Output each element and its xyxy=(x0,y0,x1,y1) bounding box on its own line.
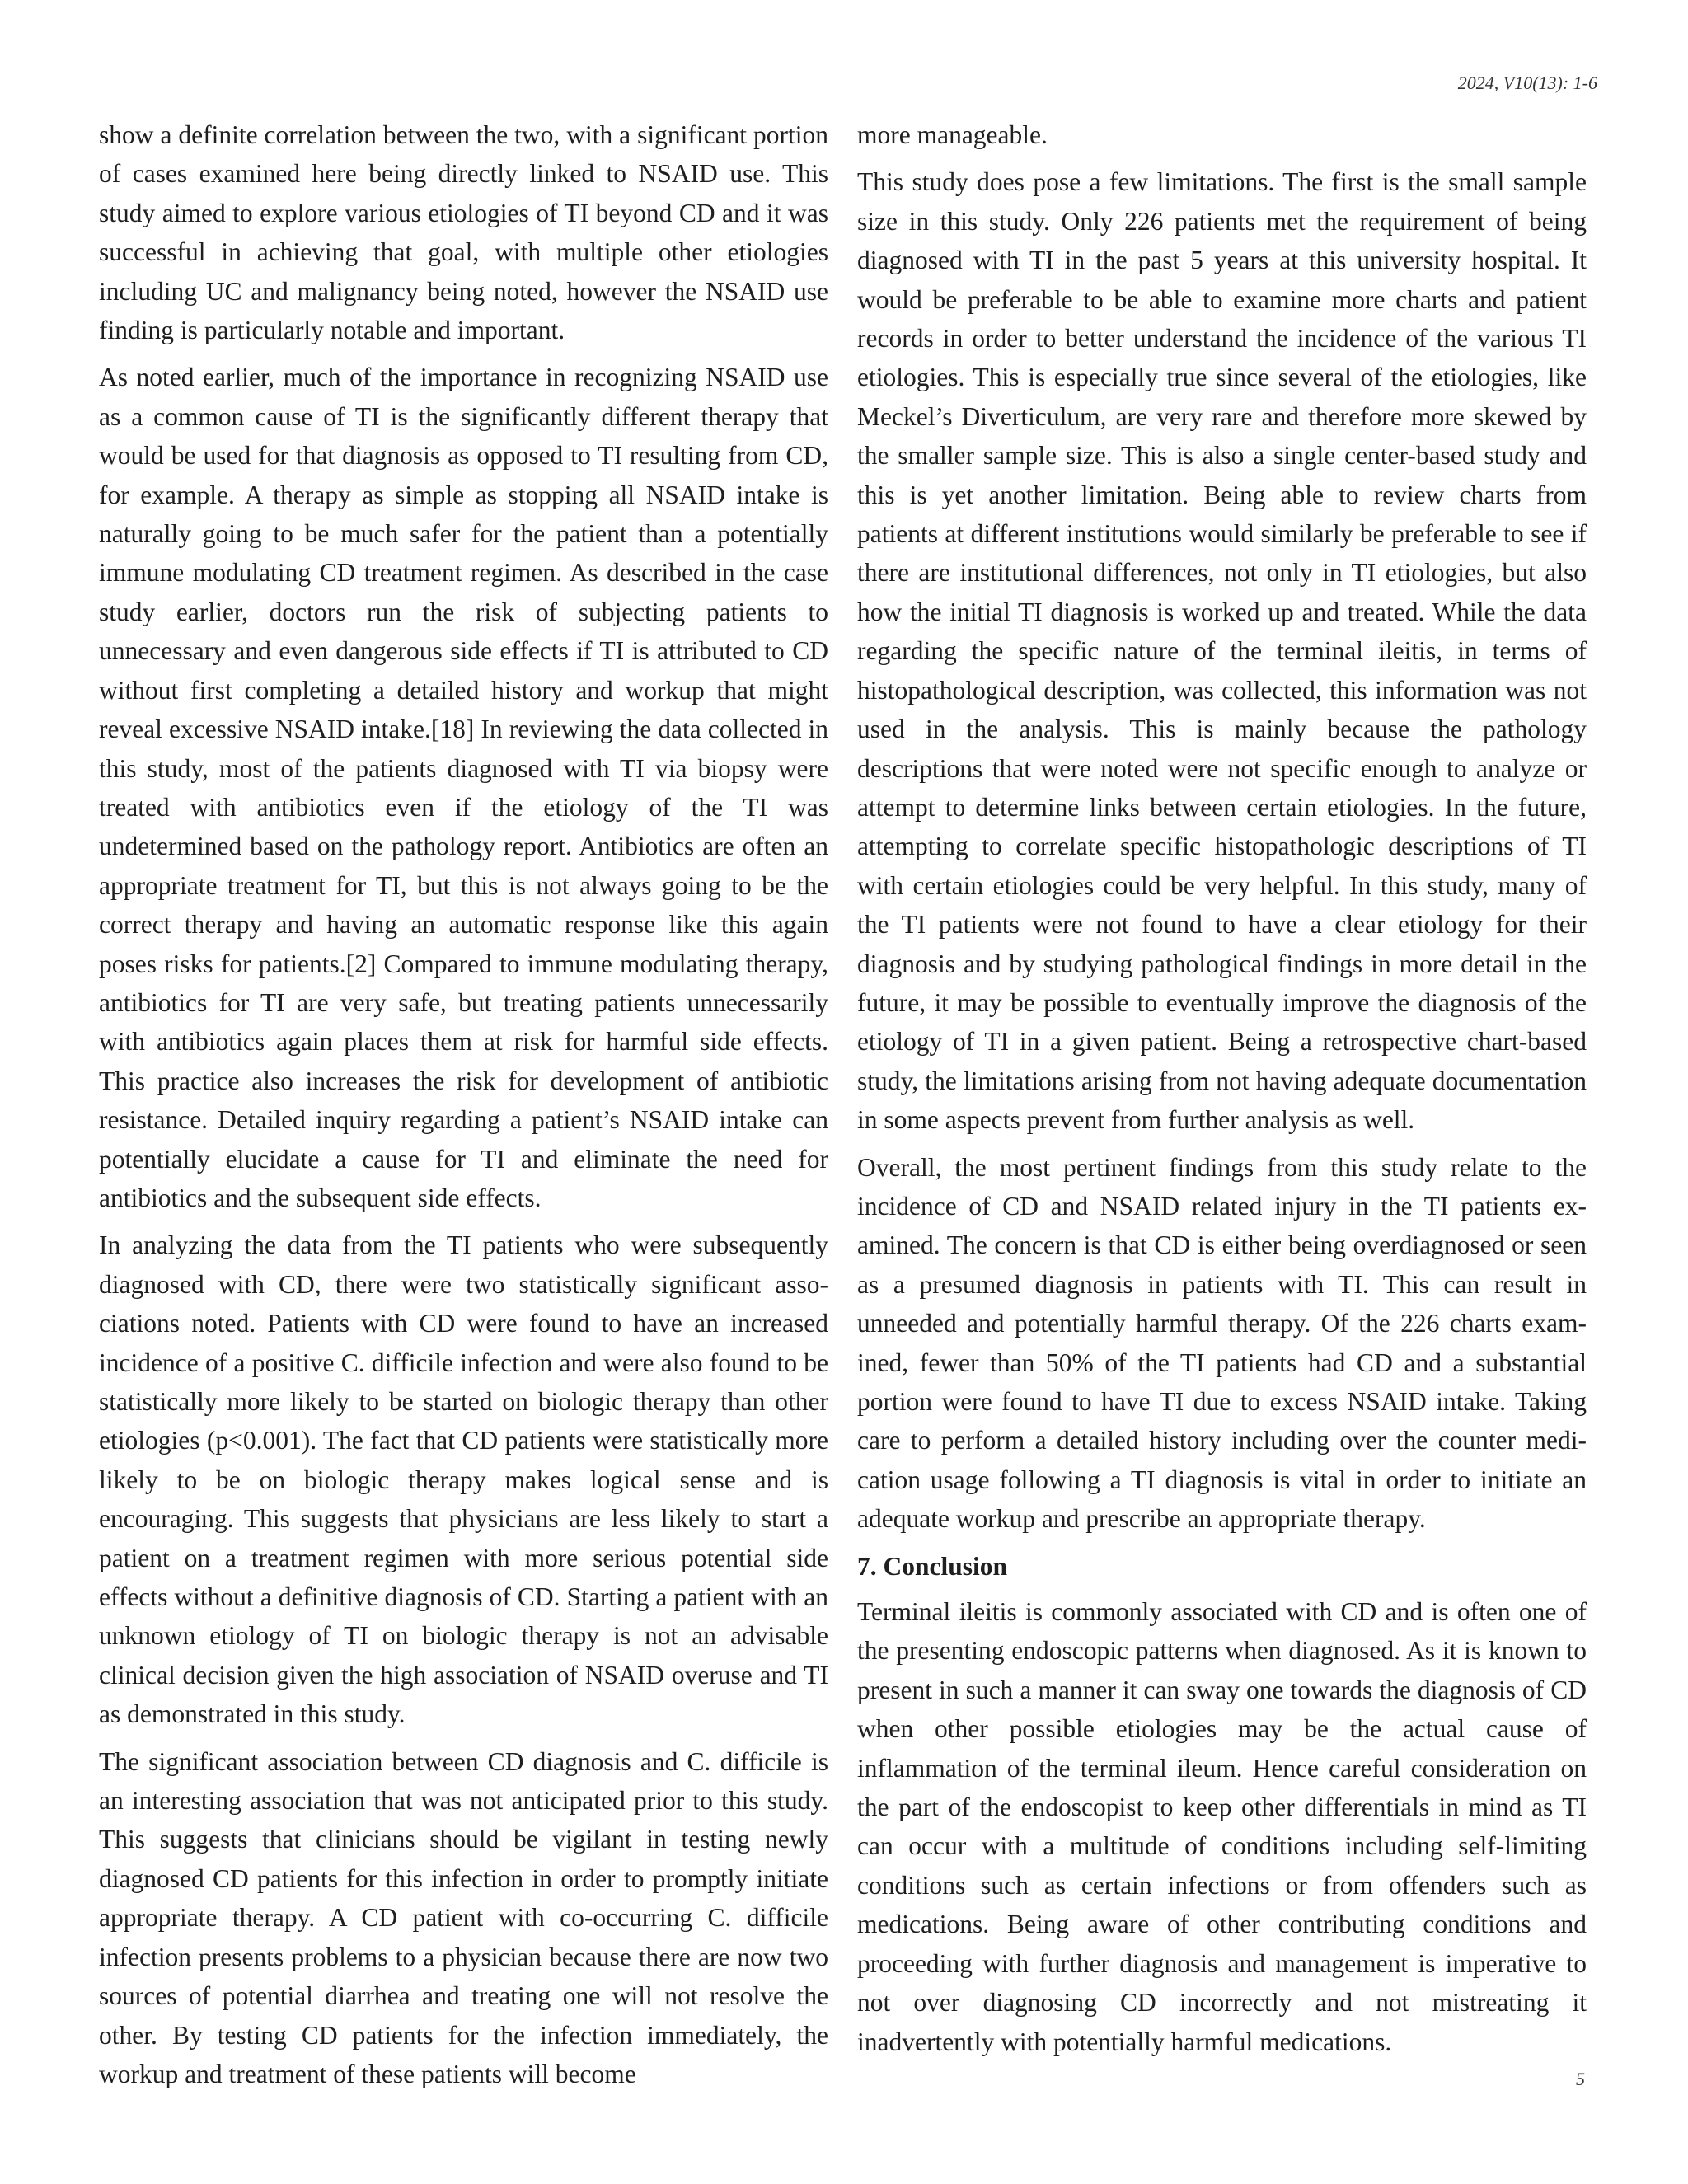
right-column xyxy=(857,115,1587,2069)
paragraph-continuation: show a definite correlation between the two, with a significant portion of cases examined here being directly linked to NSAID use. This study aimed to explore various etiologies of TI beyond CD and it was successful in achieving that goal, with multiple other etiologies including UC and malignancy being noted, however the NSAID use finding is particularly notable and important. xyxy=(99,120,828,345)
left-column xyxy=(99,115,828,2102)
paragraph-conclusion: Terminal ileitis is commonly associated with CD and is often one of the presenting endoscopic patterns when diagnosed. As it is known to present in such a manner it can sway one towards the diagnosis of CD when other possible etiologies may be the actual cause of inflammation of the terminal ileum. Hence careful consideration on the part of the endoscopist to keep other differentials in mind as TI can occur with a multitude of conditions including self-limiting conditions such as certain infections or from offenders such as medications. Being aware of other contributing conditions and proceeding with further diagnosis and management is imperative to not over diagnosing CD incorrectly and not mistreating it inadvertently with potentially harmful medications. xyxy=(857,1597,1587,2056)
paragraph-continuation-end: more manageable. xyxy=(857,120,1048,149)
journal-citation: 2024, V10(13): 1-6 xyxy=(1457,73,1597,93)
page-number: 5 xyxy=(1576,2069,1585,2089)
paragraph-c-difficile: The significant association between CD diagnosis and C. difficile is an interesting association that was not anticipated prior to this study. This suggests that clinicians should be vigilant in testing newly diagnosed CD patients for this infection in order to promptly initiate appropriate therapy. A CD patient with co-occurring C. difficile infection presents problems to a physician because there are now two sources of potential diarrhea and treating one will not resolve the other. By testing CD patients for the infection immediately, the workup and treatment of these patients will become xyxy=(99,1746,828,2088)
paragraph-overall-findings: Overall, the most pertinent findings from this study relate to the incidence of CD and NSAID related injury in the TI patients examined. The concern is that CD is either being overdiagnosed or seen as a presumed diagnosis in patients with TI. This can result in unneeded and potentially harmful therapy. Of the 226 charts examined, fewer than 50% of the TI patients had CD and a substantial portion were found to have TI due to excess NSAID intake. Taking care to perform a detailed history including over the counter medication usage following a TI diagnosis is vital in order to initiate an adequate workup and prescribe an appropriate therapy. xyxy=(857,1152,1587,1534)
section-heading-conclusion: 7. Conclusion xyxy=(857,1551,1008,1581)
paragraph-limitations: This study does pose a few limitations. The first is the small sample size in this study. Only 226 patients met the requirement of being diagnosed with TI in the past 5 years at this university hospital. It would be preferable to be able to examine more charts and patient records in order to better understand the incidence of the various TI etiologies. This is especially true since several of the etiologies, like Meckel’s Diverticulum, are very rare and therefore more skewed by the smaller sample size. This is also a single center-based study and this is yet another limitation. Being able to review charts from patients at different institutions would similarly be preferable to see if there are institutional differences, not only in TI etiologies, but also how the initial TI diagnosis is worked up and treated. While the data regarding the specific nature of the terminal ileitis, in terms of histopathological description, was collected, this information was not used in the analysis. This is mainly because the pathology descriptions that were noted were not specific enough to analyze or attempt to determine links between certain etiologies. In the future, attempting to correlate specific histopathologic descriptions of TI with certain etiologies could be very helpful. In this study, many of the TI patients were not found to have a clear etiology for their diagnosis and by studying pathological findings in more detail in the future, it may be possible to eventually improve the diagnosis of the etiology of TI in a given patient. Being a retrospective chart-based study, the limitations arising from not having adequate documentation in some aspects prevent from further analysis as well. xyxy=(857,167,1587,1135)
paragraph-nsaid-therapy: As noted earlier, much of the importance in recognizing NSAID use as a common cause of TI is the significantly different therapy that would be used for that diagnosis as opposed to TI resulting from CD, for example. A therapy as simple as stopping all NSAID intake is naturally going to be much safer for the patient than a potentially immune modulating CD treatment regimen. As described in the case study earlier, doctors run the risk of subjecting patients to unnecessary and even dangerous side effects if TI is attributed to CD without first completing a detailed history and workup that might reveal excessive NSAID intake.[18] In reviewing the data collected in this study, most of the patients diagnosed with TI via biopsy were treated with antibiotics even if the etiology of the TI was undetermined based on the pathology report. Antibiotics are often an appropriate treatment for TI, but this is not always going to be the correct therapy and having an automatic response like this again poses risks for patients.[2] Compared to immune modulating therapy, antibiotics for TI are very safe, but treating patients unnecessarily with antibiotics again places them at risk for harmful side effects. This practice also increases the risk for development of antibiotic resistance. Detailed inquiry regarding a patient’s NSAID intake can potentially elucidate a cause for TI and eliminate the need for antibiotics and the subsequent side effects. xyxy=(99,363,828,1212)
paragraph-cd-analysis: In analyzing the data from the TI patients who were subsequently diagnosed with CD, there were two statistically significant associations noted. Patients with CD were found to have an increased incidence of a positive C. difficile infection and were also found to be statistically more likely to be started on biologic therapy than other etiologies (p<0.001). The fact that CD patients were statistically more likely to be on biologic therapy makes logical sense and is encouraging. This suggests that physicians are less likely to start a patient on a treatment regimen with more serious potential side effects without a definitive diagnosis of CD. Starting a patient with an unknown etiology of TI on biologic therapy is not an advisable clinical decision given the high association of NSAID overuse and TI as demonstrated in this study. xyxy=(99,1230,828,1729)
